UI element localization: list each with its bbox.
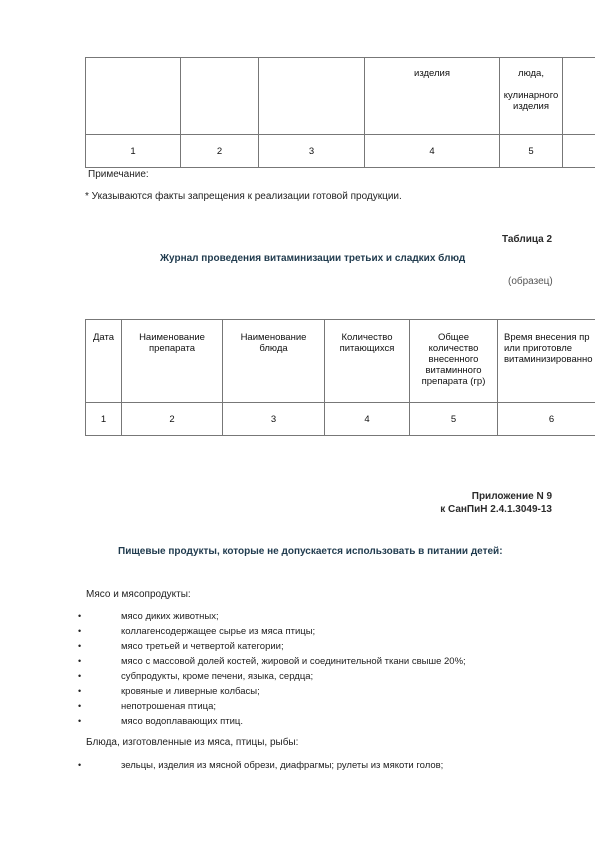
list-item: • кровяные и ливерные колбасы; — [78, 684, 466, 699]
note-label: Примечание: — [88, 169, 149, 180]
section-title: Пищевые продукты, которые не допускается использовать в питании детей: — [118, 546, 503, 557]
table-cell: 5 — [410, 403, 498, 436]
dishes-list — [78, 758, 443, 773]
table-cell — [563, 58, 595, 135]
list-item: • субпродукты, кроме печени, языка, сердца; — [78, 669, 466, 684]
table-2-label: Таблица 2 — [502, 234, 553, 245]
table-1 — [85, 57, 595, 168]
table-cell: Дата — [86, 320, 122, 403]
meat-heading: Мясо и мясопродукты: — [86, 589, 191, 600]
list-item: • мясо с массовой долей костей, жировой и соединительной ткани свыше 20%; — [78, 654, 466, 669]
table-2 — [85, 319, 595, 436]
table-cell: 5 — [500, 135, 563, 168]
table-cell: 6 — [498, 403, 595, 436]
table-row — [86, 58, 595, 135]
table-cell: 2 — [122, 403, 223, 436]
table-cell — [563, 135, 595, 168]
list-item: • коллагенсодержащее сырье из мяса птицы; — [78, 624, 466, 639]
table-cell: 4 — [325, 403, 410, 436]
list-item: • мясо диких животных; — [78, 609, 466, 624]
table-row — [86, 135, 595, 168]
table-2-title: Журнал проведения витаминизации третьих и сладких блюд — [160, 253, 466, 264]
table-cell — [181, 58, 259, 135]
table-cell: 4 — [365, 135, 500, 168]
list-item: • мясо третьей и четвертой категории; — [78, 639, 466, 654]
table-cell: 3 — [259, 135, 365, 168]
table-cell: 1 — [86, 135, 181, 168]
dishes-heading: Блюда, изготовленные из мяса, птицы, рыбы: — [86, 737, 299, 748]
list-item: • мясо водоплавающих птиц. — [78, 714, 466, 729]
appendix-title: Приложение N 9 — [471, 491, 552, 502]
table-cell: Наименование препарата — [122, 320, 223, 403]
table-cell: Общее количество внесенного витаминного препарата (гр) — [410, 320, 498, 403]
table-cell — [259, 58, 365, 135]
table-cell: люда, кулинарного изделия — [500, 58, 563, 135]
list-item: • зельцы, изделия из мясной обрези, диафрагмы; рулеты из мякоти голов; — [78, 758, 443, 773]
table-2-sample: (образец) — [508, 276, 553, 287]
table-cell: изделия — [365, 58, 500, 135]
appendix-ref: к СанПиН 2.4.1.3049-13 — [440, 504, 552, 515]
table-cell: Время внесения пр или приготовле витаминизированно — [498, 320, 595, 403]
list-item: • непотрошеная птица; — [78, 699, 466, 714]
meat-list — [78, 609, 466, 729]
table-cell: Наименование блюда — [223, 320, 325, 403]
table-cell — [86, 58, 181, 135]
table-row — [86, 320, 595, 403]
table-cell: 1 — [86, 403, 122, 436]
table-row — [86, 403, 595, 436]
table-cell: 2 — [181, 135, 259, 168]
table-cell: 3 — [223, 403, 325, 436]
note-text: * Указываются факты запрещения к реализации готовой продукции. — [85, 191, 402, 202]
table-cell: Количество питающихся — [325, 320, 410, 403]
